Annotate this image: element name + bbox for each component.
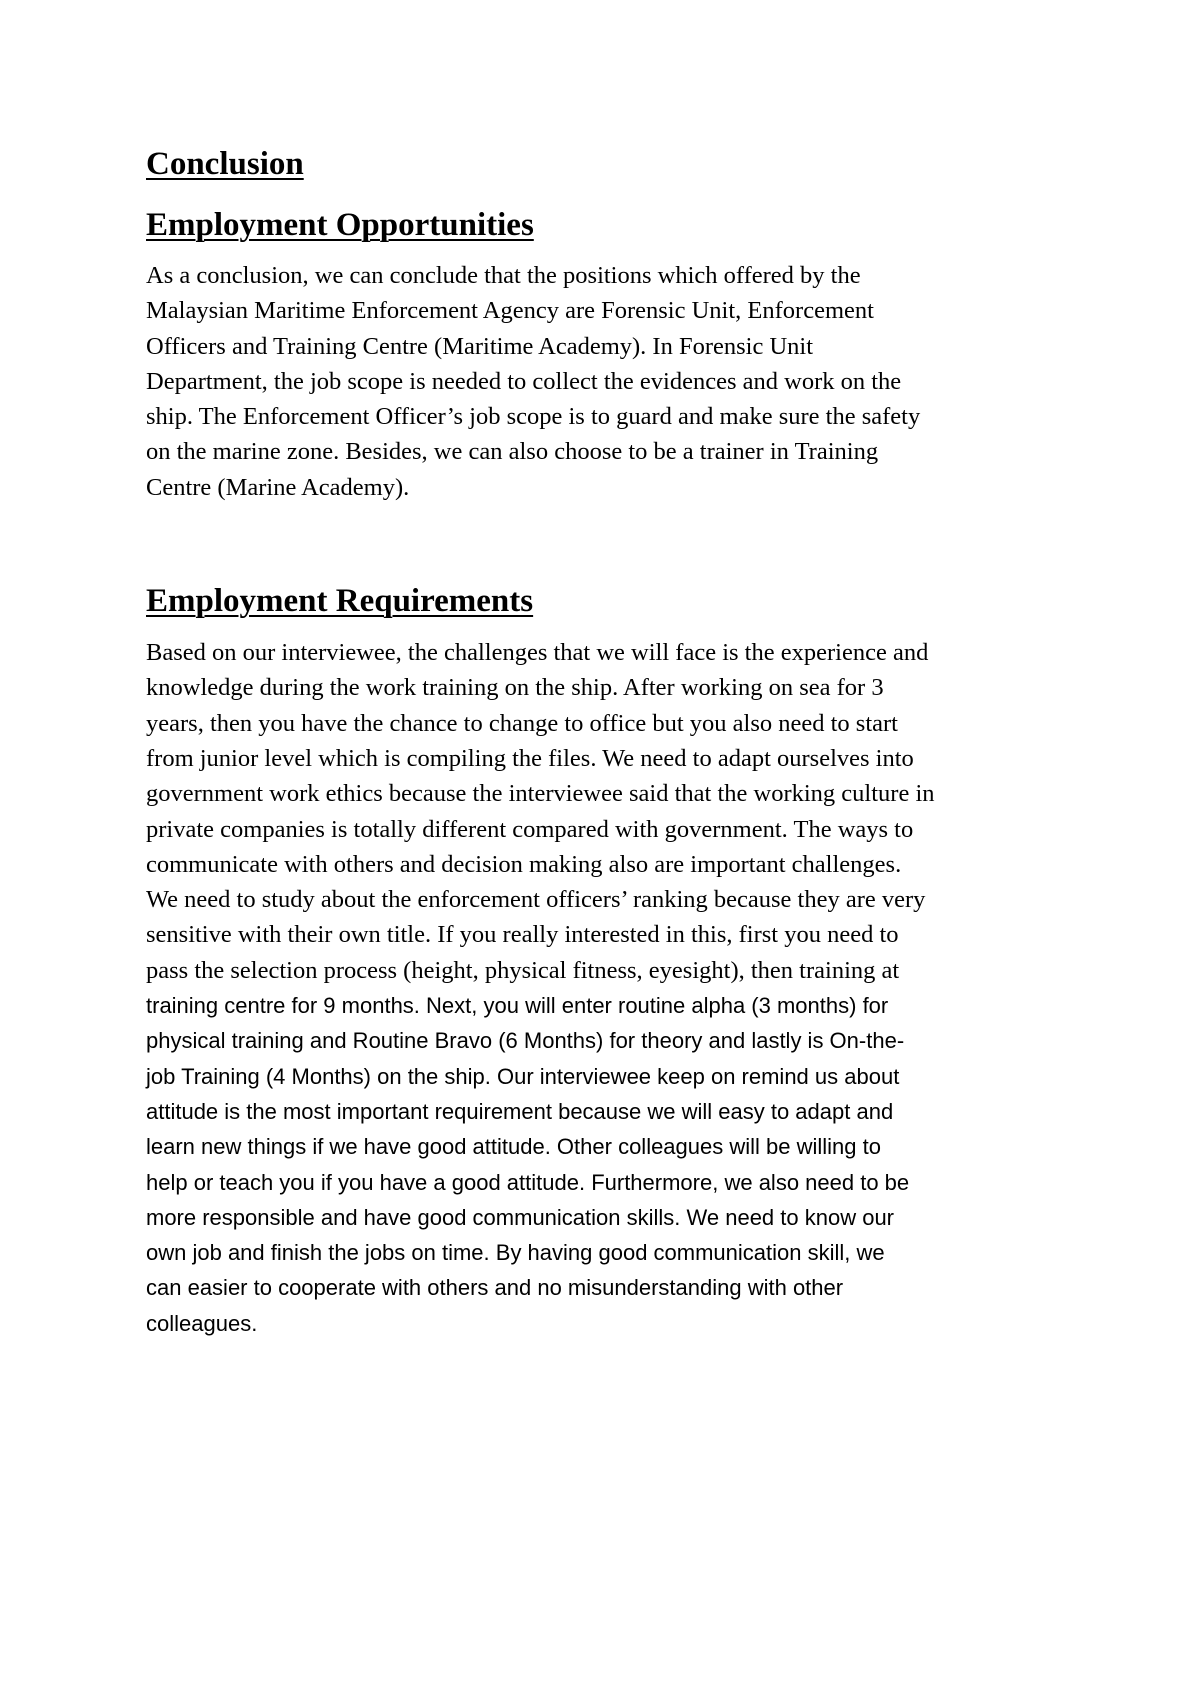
paragraph-line: Malaysian Maritime Enforcement Agency are Forensic Unit, Enforcement	[146, 297, 874, 325]
paragraph-line: pass the selection process (height, physical fitness, eyesight), then training at	[146, 956, 900, 984]
paragraph-line: own job and finish the jobs on time. By having good communication skill, we	[146, 1240, 885, 1266]
paragraph-line: can easier to cooperate with others and no misunderstanding with other	[146, 1275, 844, 1301]
paragraph-line: sensitive with their own title. If you really interested in this, first you need to	[146, 921, 899, 949]
paragraph-employment-opportunities	[146, 258, 1086, 505]
paragraph-line: communicate with others and decision making also are important challenges.	[146, 850, 902, 878]
paragraph-line: more responsible and have good communication skills. We need to know our	[146, 1204, 894, 1230]
paragraph-line: job Training (4 Months) on the ship. Our interviewee keep on remind us about	[146, 1063, 900, 1089]
paragraph-line: government work ethics because the interviewee said that the working culture in	[146, 780, 935, 808]
paragraph-line: learn new things if we have good attitude. Other colleagues will be willing to	[146, 1134, 881, 1160]
paragraph-line: on the marine zone. Besides, we can also choose to be a trainer in Training	[146, 438, 879, 466]
paragraph-line: We need to study about the enforcement officers’ ranking because they are very	[146, 886, 926, 914]
paragraph-line: knowledge during the work training on the ship. After working on sea for 3	[146, 674, 884, 702]
paragraph-line: Centre (Marine Academy).	[146, 473, 410, 501]
paragraph-line: training centre for 9 months. Next, you will enter routine alpha (3 months) for	[146, 993, 889, 1019]
paragraph-line: Officers and Training Centre (Maritime Academy). In Forensic Unit	[146, 332, 814, 360]
section-heading-employment-opportunities: Employment Opportunities	[146, 207, 534, 243]
paragraph-line: Based on our interviewee, the challenges that we will face is the experience and	[146, 639, 929, 667]
paragraph-line: Department, the job scope is needed to collect the evidences and work on the	[146, 367, 902, 395]
paragraph-line: colleagues.	[146, 1310, 258, 1336]
document-title: Conclusion	[146, 146, 304, 182]
document-body	[146, 140, 1086, 1341]
paragraph-line: help or teach you if you have a good attitude. Furthermore, we also need to be	[146, 1169, 910, 1195]
paragraph-line: As a conclusion, we can conclude that the positions which offered by the	[146, 262, 861, 289]
paragraph-line: attitude is the most important requirement because we will easy to adapt and	[146, 1098, 894, 1124]
paragraph-line: physical training and Routine Bravo (6 Months) for theory and lastly is On-the-	[146, 1028, 905, 1054]
paragraph-line: private companies is totally different compared with government. The ways to	[146, 815, 914, 843]
paragraph-line: from junior level which is compiling the files. We need to adapt ourselves into	[146, 744, 914, 772]
paragraph-line: ship. The Enforcement Officer’s job scope is to guard and make sure the safety	[146, 403, 921, 431]
paragraph-employment-requirements	[146, 635, 1086, 1341]
section-heading-employment-requirements: Employment Requirements	[146, 583, 534, 620]
paragraph-line: years, then you have the chance to change to office but you also need to start	[146, 709, 898, 737]
